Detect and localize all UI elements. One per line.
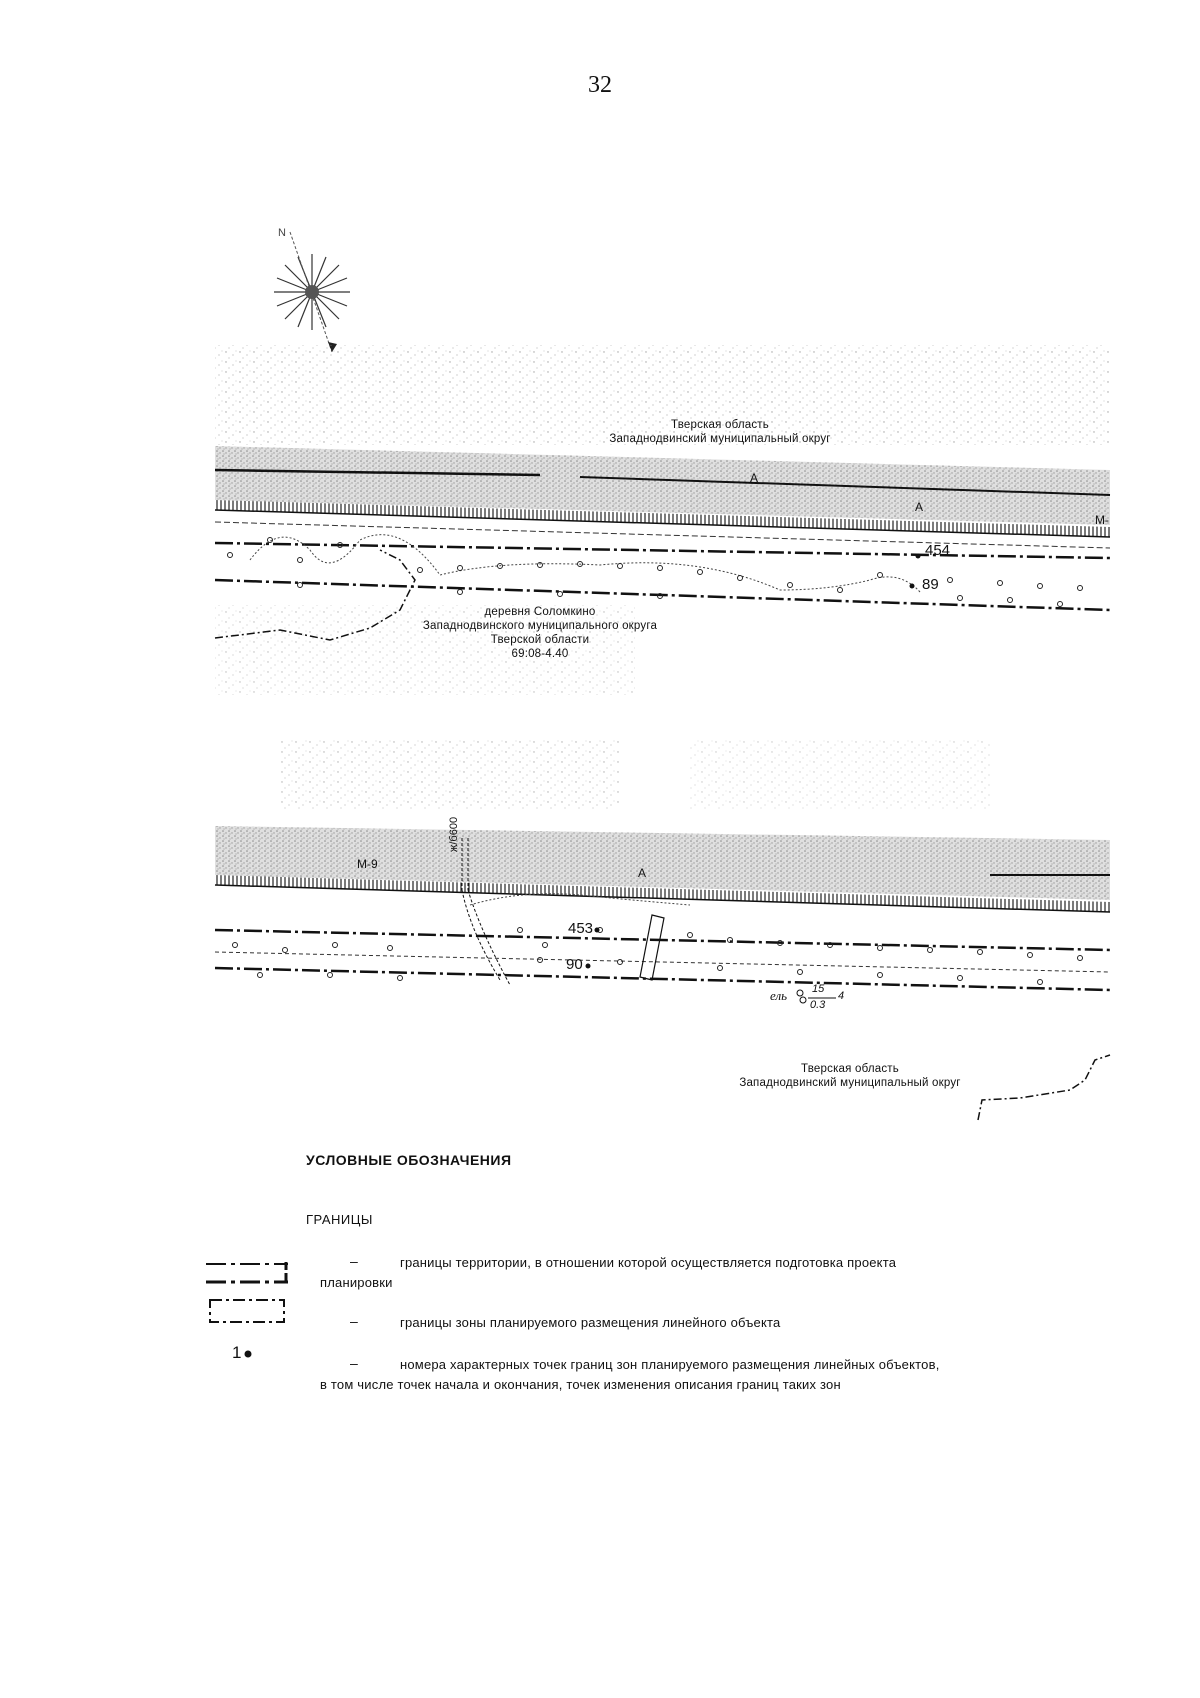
legend-text-1-line2: планировки bbox=[320, 1275, 393, 1290]
page-number: 32 bbox=[588, 72, 612, 98]
road-code-a2: А bbox=[915, 500, 924, 514]
point-label-90: 90 bbox=[566, 956, 583, 973]
region-label-top: Тверская область Западнодвинский муниципальный округ bbox=[609, 419, 831, 445]
road-code-m: М- bbox=[1095, 513, 1109, 527]
road-code-m9: М-9 bbox=[357, 857, 378, 871]
legend-text-3-line2: в том числе точек начала и окончания, точек изменения описания границ таких зон bbox=[320, 1377, 841, 1392]
road-code-a-bottom: А bbox=[638, 866, 647, 880]
village-label: деревня Соломкино Западнодвинского муниципального округа Тверской области 69:08-4.40 bbox=[422, 606, 658, 660]
tree-count: 4 bbox=[838, 990, 845, 1002]
region-label-bottom: Тверская область Западнодвинский муниципальный округ bbox=[739, 1063, 961, 1089]
boundary-territory-symbol bbox=[206, 1262, 288, 1284]
legend-dash-1: – bbox=[350, 1253, 358, 1269]
legend-dash-3: – bbox=[350, 1355, 358, 1371]
tree-denominator: 0.3 bbox=[810, 999, 826, 1011]
legend-text-3-line1: номера характерных точек границ зон планируемого размещения линейных объектов, bbox=[400, 1357, 940, 1372]
point-label-453: 453 bbox=[568, 920, 594, 937]
north-arrow-label: N bbox=[278, 227, 286, 239]
legend-point-number: 1 bbox=[232, 1343, 242, 1362]
legend-text-2: границы зоны планируемого размещения линейного объекта bbox=[400, 1315, 781, 1330]
pipe-label: ж/б600 bbox=[448, 816, 460, 852]
legend-section-borders: ГРАНИЦЫ bbox=[306, 1212, 373, 1227]
boundary-zone-symbol bbox=[210, 1300, 284, 1322]
legend-title: УСЛОВНЫЕ ОБОЗНАЧЕНИЯ bbox=[306, 1152, 512, 1168]
legend-text-1-line1: границы территории, в отношении которой осуществляется подготовка проекта bbox=[400, 1255, 897, 1270]
point-dot-icon bbox=[245, 1351, 252, 1358]
tree-label: ель bbox=[770, 988, 788, 1003]
road-code-a1: А bbox=[750, 471, 759, 485]
point-label-89: 89 bbox=[922, 576, 939, 593]
tree-numerator: 15 bbox=[812, 983, 825, 995]
legend-dash-2: – bbox=[350, 1313, 358, 1329]
point-label-454: 454 bbox=[925, 542, 951, 559]
